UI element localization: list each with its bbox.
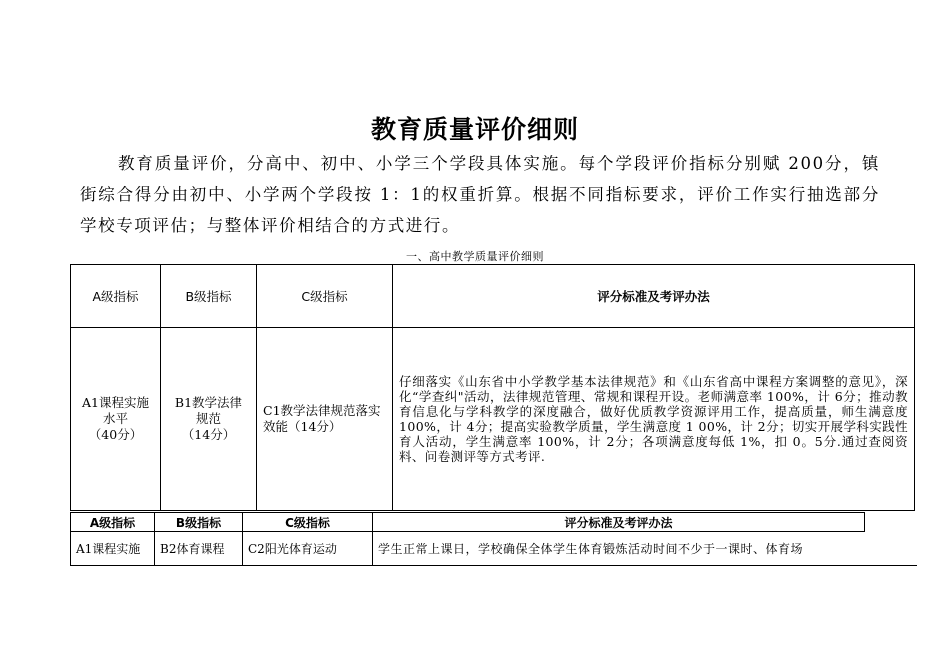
table-row: [71, 328, 915, 511]
cell-b-level: B2体育课程: [155, 532, 243, 566]
cell-a-line: A1课程实施: [82, 395, 149, 410]
intro-paragraph: 教育质量评价，分高中、初中、小学三个学段具体实施。每个学段评价指标分别赋 200分，镇街综合得分由初中、小学两个学段按 1：1的权重折算。根据不同指标要求，评价工作实行抽选部分学校专项评估；与整体评价相结合的方式进行。: [80, 154, 880, 235]
evaluation-table-continued: [70, 512, 917, 566]
cell-a-level: [71, 328, 161, 511]
table-header-row: [71, 513, 917, 532]
document-title: 教育质量评价细则: [370, 115, 579, 144]
cell-c-level: C1教学法律规范落实效能（14分）: [257, 328, 393, 511]
cell-c-level: C2阳光体育运动: [243, 532, 373, 566]
header-criteria: 评分标准及考评办法: [393, 265, 915, 328]
table-header-row: [71, 265, 915, 328]
cell-b-line: （14分）: [181, 427, 236, 442]
header-b-level: B级指标: [155, 513, 243, 532]
header-a-level: A级指标: [71, 513, 155, 532]
section-title: 一、高中教学质量评价细则: [406, 250, 544, 263]
header-criteria: 评分标准及考评办法: [373, 513, 865, 532]
cell-criteria: 学生正常上课日，学校确保全体学生体育锻炼活动时间不少于一课时、体育场: [373, 532, 917, 566]
header-a-level: A级指标: [71, 265, 161, 328]
cell-b-level: [161, 328, 257, 511]
evaluation-table-high-school: [70, 264, 915, 511]
cell-a-line: 水平: [102, 411, 128, 426]
header-b-level: B级指标: [161, 265, 257, 328]
header-c-level: C级指标: [243, 513, 373, 532]
cell-a-line: （40分）: [88, 427, 143, 442]
cell-b-line: 规范: [195, 411, 221, 426]
table-edge-spacer: [865, 513, 917, 532]
table-row: [71, 532, 917, 566]
cell-b-line: B1教学法律: [174, 395, 243, 410]
cell-criteria: 仔细落实《山东省中小学教学基本法律规范》和《山东省高中课程方案调整的意见》，深化“学查纠"活动，法律规范管理、常规和课程开设。老师满意率 100%，计 6分；推动教育信息化与学科教学的深度融合，做好优质教学资源评用工作，提高质量，师生满意度 100%，计 4分；提高实验教学质量，学生满意度 1 00%，计 2分；切实开展学科实践性育人活动，学生满意率 100%，计 2分；各项满意度每低 1%，扣 0。5分.通过查阅资料、问卷测评等方式考评.: [393, 328, 915, 511]
header-c-level: C级指标: [257, 265, 393, 328]
cell-a-level: A1课程实施: [71, 532, 155, 566]
